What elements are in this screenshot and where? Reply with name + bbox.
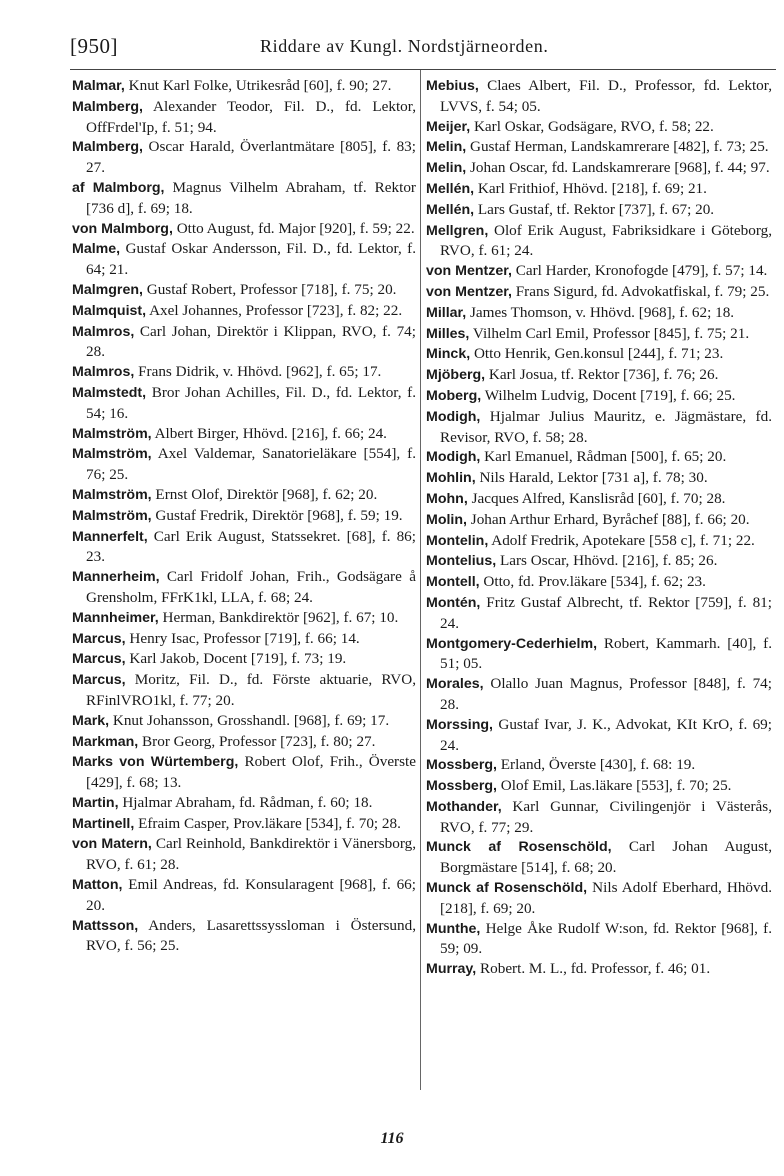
entry-details: Ernst Olof, Direktör [968], f. 62; 20. [151, 485, 378, 503]
entry-surname: Melin, [426, 139, 467, 156]
register-entry [72, 506, 416, 527]
register-entry [426, 674, 772, 715]
entry-surname: af Malmborg, [72, 179, 165, 196]
register-entry [426, 715, 772, 756]
entry-details: Jacques Alfred, Kanslisråd [60], f. 70; 28. [467, 489, 726, 507]
entry-surname: Montén, [426, 594, 481, 611]
entry-details: Nils Adolf Eberhard, Hhövd. [218], f. 69; 20. [440, 879, 772, 917]
entry-details: Hjalmar Abraham, fd. Rådman, f. 60; 18. [118, 793, 373, 811]
entry-details: Alexander Teodor, Fil. D., fd. Lektor, OffFrdel'Ip, f. 51; 94. [86, 97, 416, 136]
register-entry [72, 814, 416, 835]
entry-details: Carl Johan, Direktör i Klippan, RVO, f. 74; 28. [86, 322, 416, 361]
register-entry [426, 200, 772, 221]
entry-details: Henry Isac, Professor [719], f. 66; 14. [125, 629, 360, 647]
entry-surname: Munthe, [426, 920, 481, 937]
entry-details: Karl Oskar, Godsägare, RVO, f. 58; 22. [470, 117, 714, 135]
entry-details: Hjalmar Julius Mauritz, e. Jägmästare, fd. Revisor, RVO, f. 58; 28. [440, 407, 772, 446]
register-entry [72, 567, 416, 608]
register-entry [426, 303, 772, 324]
register-entry [72, 280, 416, 301]
entry-surname: Mossberg, [426, 757, 497, 774]
register-entry [72, 834, 416, 875]
entry-surname: Mohlin, [426, 470, 476, 487]
register-entry [426, 324, 772, 345]
entry-details: Wilhelm Ludvig, Docent [719], f. 66; 25. [481, 386, 736, 404]
entry-details: Robert Olof, Frih., Överste [429], f. 68; 13. [86, 753, 416, 792]
entry-surname: Mark, [72, 712, 110, 729]
entry-details: Olallo Juan Magnus, Professor [848], f. 74; 28. [440, 675, 772, 713]
register-entry [426, 386, 772, 407]
entry-details: Gustaf Ivar, J. K., Advokat, KIt KrO, f. 69; 24. [440, 715, 772, 754]
entry-surname: Milles, [426, 325, 470, 342]
register-entry [426, 221, 772, 262]
entry-details: Axel Johannes, Professor [723], f. 82; 22. [146, 301, 403, 319]
entry-details: Otto August, fd. Major [920], f. 59; 22. [172, 219, 415, 237]
entry-details: Gustaf Herman, Landskamrerare [482], f. 73; 25. [466, 138, 769, 156]
entry-details: Claes Albert, Fil. D., Professor, fd. Lektor, LVVS, f. 54; 05. [440, 77, 772, 115]
register-entry [426, 797, 772, 838]
entry-details: Gustaf Robert, Professor [718], f. 75; 20. [142, 280, 397, 298]
entry-surname: Molin, [426, 511, 467, 528]
entry-details: Gustaf Oskar Andersson, Fil. D., fd. Lektor, f. 64; 21. [86, 240, 416, 279]
register-entry [72, 732, 416, 753]
entry-surname: Morssing, [426, 716, 494, 733]
entry-details: Efraim Casper, Prov.läkare [534], f. 70; 28. [134, 814, 401, 832]
register-entry [426, 489, 772, 510]
entry-surname: Mellén, [426, 201, 475, 218]
register-entry [72, 76, 416, 97]
register-entry [72, 485, 416, 506]
entry-details: Otto, fd. Prov.läkare [534], f. 62; 23. [479, 573, 706, 591]
register-entry [426, 634, 772, 675]
entry-details: Vilhelm Carl Emil, Professor [845], f. 75; 21. [469, 324, 750, 342]
page-header [70, 34, 774, 64]
entry-surname: Mannerfelt, [72, 528, 148, 545]
entry-surname: Munck af Rosenschöld, [426, 880, 588, 897]
entry-surname: Mebius, [426, 78, 479, 94]
entry-surname: Mothander, [426, 798, 502, 815]
register-entry [72, 649, 416, 670]
entry-surname: Malmström, [72, 486, 152, 503]
footer-page-number: 116 [380, 1130, 404, 1147]
register-entry [72, 752, 416, 793]
entry-surname: Markman, [72, 733, 139, 750]
entry-surname: Mossberg, [426, 778, 497, 795]
entry-surname: Marcus, [72, 672, 126, 689]
entry-surname: Malmros, [72, 323, 135, 340]
entry-surname: Malmgren, [72, 281, 143, 298]
entry-details: Fritz Gustaf Albrecht, tf. Rektor [759], f. 81; 24. [440, 593, 772, 632]
entry-surname: Melin, [426, 160, 467, 177]
register-entry [72, 608, 416, 629]
entry-details: Erland, Överste [430], f. 68: 19. [496, 756, 696, 774]
entry-surname: Meijer, [426, 118, 471, 135]
register-entry [426, 837, 772, 878]
entry-details: Karl Gunnar, Civilingenjör i Västerås, RVO, f. 77; 29. [440, 797, 772, 836]
header-rule [70, 69, 776, 70]
register-entry [72, 629, 416, 650]
register-entry [72, 711, 416, 732]
entry-details: Carl Johan August, Borgmästare [514], f. 68; 20. [440, 838, 772, 877]
register-entry [426, 755, 772, 776]
entry-surname: Millar, [426, 304, 467, 321]
register-entry [426, 776, 772, 797]
entry-details: Johan Oscar, fd. Landskamrerare [968], f. 44; 97. [466, 159, 770, 177]
entry-surname: Mellgren, [426, 222, 489, 239]
entry-surname: Mjöberg, [426, 367, 486, 384]
entry-details: Axel Valdemar, Sanatorieläkare [554], f. 76; 25. [86, 445, 416, 484]
entry-surname: Malmberg, [72, 98, 143, 115]
entry-details: Karl Josua, tf. Rektor [736], f. 76; 26. [485, 366, 719, 384]
entry-details: Olof Erik August, Fabriksidkare i Göteborg, RVO, f. 61; 24. [440, 221, 772, 260]
entry-surname: Malmstedt, [72, 384, 147, 401]
register-entry [72, 444, 416, 485]
entry-surname: Montelius, [426, 553, 497, 570]
entry-surname: von Mentzer, [426, 263, 512, 280]
entry-details: Helge Åke Rudolf W:son, fd. Rektor [968], f. 59; 09. [440, 919, 772, 958]
register-entry [72, 875, 416, 916]
register-entry [72, 219, 416, 240]
register-entry [72, 527, 416, 568]
entry-details: Carl Fridolf Johan, Frih., Godsägare å Grensholm, FFrK1kl, LLA, f. 68; 24. [86, 568, 416, 606]
entry-details: Carl Harder, Kronofogde [479], f. 57; 14. [511, 262, 768, 280]
entry-surname: von Matern, [72, 836, 152, 853]
register-entry [72, 670, 416, 711]
register-entry [72, 916, 416, 957]
register-entry [72, 424, 416, 445]
header-page-number: [950] [70, 34, 118, 58]
entry-surname: Malmberg, [72, 139, 143, 156]
entry-details: Adolf Fredrik, Apotekare [558 c], f. 71; 22. [488, 531, 755, 549]
register-entry [426, 261, 772, 282]
entry-details: Lars Gustaf, tf. Rektor [737], f. 67; 20. [474, 200, 715, 218]
entry-surname: Martin, [72, 794, 119, 811]
entry-surname: Malmros, [72, 364, 135, 381]
register-entry [72, 322, 416, 363]
entry-surname: Minck, [426, 346, 471, 363]
register-entry [426, 531, 772, 552]
entry-surname: Malmquist, [72, 302, 147, 319]
entry-surname: Matton, [72, 877, 123, 894]
left-column [72, 76, 416, 956]
register-entry [426, 117, 772, 138]
register-entry [72, 137, 416, 178]
entry-surname: Munck af Rosenschöld, [426, 839, 612, 856]
entry-details: Lars Oscar, Hhövd. [216], f. 85; 26. [496, 552, 718, 570]
header-title: Riddare av Kungl. Nordstjärneorden. [260, 36, 549, 56]
entry-details: Anders, Lasarettssyssloman i Östersund, RVO, f. 56; 25. [86, 916, 416, 955]
entry-details: Carl Reinhold, Bankdirektör i Vänersborg, RVO, f. 61; 28. [86, 835, 416, 874]
register-entry [426, 179, 772, 200]
entry-details: James Thomson, v. Hhövd. [968], f. 62; 18. [466, 303, 735, 321]
entry-details: Frans Didrik, v. Hhövd. [962], f. 65; 17. [134, 363, 382, 381]
entry-details: Knut Karl Folke, Utrikesråd [60], f. 90; 27. [124, 77, 392, 94]
entry-details: Gustaf Fredrik, Direktör [968], f. 59; 19. [151, 506, 403, 524]
entry-details: Bror Johan Achilles, Fil. D., fd. Lektor, f. 54; 16. [86, 383, 416, 422]
register-entry [426, 878, 772, 919]
entry-surname: Malmström, [72, 446, 152, 463]
register-entry [426, 407, 772, 448]
register-entry [426, 365, 772, 386]
entry-details: Robert. M. L., fd. Professor, f. 46; 01. [476, 960, 711, 978]
entry-details: Otto Henrik, Gen.konsul [244], f. 71; 23. [470, 345, 724, 363]
register-entry [72, 362, 416, 383]
register-entry [72, 383, 416, 424]
entry-details: Karl Frithiof, Hhövd. [218], f. 69; 21. [474, 179, 707, 197]
entry-details: Olof Emil, Las.läkare [553], f. 70; 25. [496, 777, 732, 795]
entry-surname: Modigh, [426, 449, 481, 466]
entry-details: Carl Erik August, Statssekret. [68], f. 86; 23. [86, 527, 416, 566]
register-entry [426, 468, 772, 489]
entry-surname: Mellén, [426, 180, 475, 197]
entry-details: Oscar Harald, Överlantmätare [805], f. 83; 27. [86, 138, 416, 177]
column-divider [420, 70, 421, 1090]
register-entry [426, 919, 772, 960]
entry-details: Emil Andreas, fd. Konsularagent [968], f. 66; 20. [86, 876, 416, 914]
register-entry [426, 572, 772, 593]
entry-surname: Mattsson, [72, 917, 139, 934]
entry-details: Karl Emanuel, Rådman [500], f. 65; 20. [480, 448, 727, 466]
register-entry [426, 593, 772, 634]
entry-surname: Montgomery-Cederhielm, [426, 635, 598, 652]
entry-details: Albert Birger, Hhövd. [216], f. 66; 24. [151, 424, 387, 442]
entry-surname: Mohn, [426, 490, 468, 507]
entry-details: Robert, Kammarh. [40], f. 51; 05. [440, 634, 772, 673]
entry-surname: Moberg, [426, 387, 482, 404]
entry-details: Herman, Bankdirektör [962], f. 67; 10. [158, 608, 399, 626]
entry-details: Magnus Vilhelm Abraham, tf. Rektor [736 d], f. 69; 18. [86, 178, 416, 217]
entry-surname: Modigh, [426, 408, 481, 425]
entry-surname: Marcus, [72, 651, 126, 668]
entry-surname: von Malmborg, [72, 220, 173, 237]
register-entry [426, 510, 772, 531]
right-column [426, 76, 772, 980]
entry-details: Johan Arthur Erhard, Byråchef [88], f. 66; 20. [466, 510, 750, 528]
entry-details: Karl Jakob, Docent [719], f. 73; 19. [125, 650, 347, 668]
entry-surname: Murray, [426, 961, 477, 978]
entry-surname: Morales, [426, 676, 484, 693]
entry-surname: Malmar, [72, 78, 125, 94]
entry-details: Nils Harald, Lektor [731 a], f. 78; 30. [475, 469, 708, 487]
entry-surname: Malme, [72, 241, 121, 258]
entry-surname: Malmström, [72, 425, 152, 442]
register-entry [426, 158, 772, 179]
register-entry [426, 137, 772, 158]
entry-surname: Malmström, [72, 507, 152, 524]
entry-details: Moritz, Fil. D., fd. Förste aktuarie, RVO, RFinlVRO1kl, f. 77; 20. [86, 671, 416, 709]
register-entry [72, 97, 416, 138]
entry-surname: Mannheimer, [72, 609, 159, 626]
register-entry [72, 239, 416, 280]
register-entry [426, 551, 772, 572]
register-entry [426, 344, 772, 365]
entry-surname: Marks von Würtemberg, [72, 754, 239, 771]
register-entry [72, 301, 416, 322]
register-entry [426, 447, 772, 468]
entry-details: Knut Johansson, Grosshandl. [968], f. 69; 17. [109, 711, 390, 729]
register-entry [426, 76, 772, 117]
entry-surname: Montell, [426, 574, 480, 591]
register-entry [426, 282, 772, 303]
entry-surname: Martinell, [72, 815, 135, 832]
entry-details: Frans Sigurd, fd. Advokatfiskal, f. 79; 25. [511, 282, 770, 300]
register-entry [426, 959, 772, 980]
entry-details: Bror Georg, Professor [723], f. 80; 27. [138, 732, 376, 750]
register-entry [72, 793, 416, 814]
entry-surname: Mannerheim, [72, 569, 160, 586]
entry-surname: von Mentzer, [426, 283, 512, 300]
entry-surname: Montelin, [426, 532, 489, 549]
entry-surname: Marcus, [72, 630, 126, 647]
register-entry [72, 178, 416, 219]
